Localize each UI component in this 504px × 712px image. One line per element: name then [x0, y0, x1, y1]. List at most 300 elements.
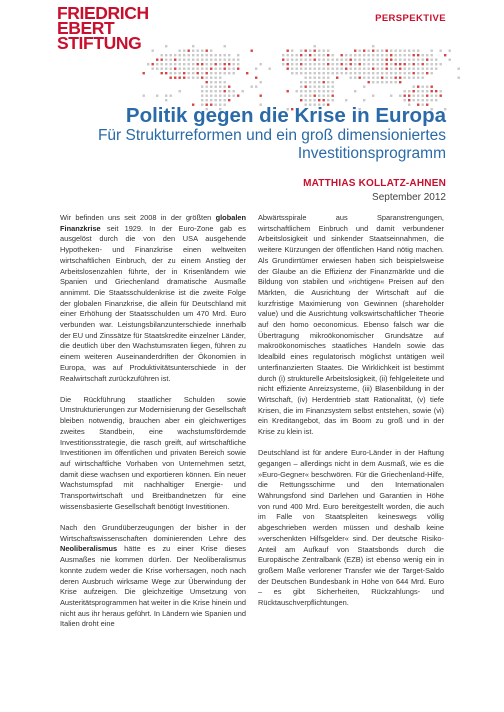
map-dot	[332, 90, 334, 92]
map-dot	[210, 90, 212, 92]
map-dot	[282, 54, 284, 56]
map-dot	[183, 50, 185, 52]
map-dot	[282, 63, 284, 65]
map-dot	[206, 95, 208, 97]
map-dot	[228, 63, 230, 65]
publication-date: September 2012	[372, 192, 446, 203]
map-dot	[363, 86, 365, 88]
map-dot	[359, 54, 361, 56]
map-dot	[458, 77, 460, 79]
map-dot	[219, 81, 221, 83]
map-dot	[336, 77, 338, 79]
map-dot	[332, 99, 334, 101]
map-dot	[345, 63, 347, 65]
map-dot	[363, 50, 365, 52]
map-dot	[350, 68, 352, 70]
map-dot	[165, 72, 167, 74]
map-dot	[377, 68, 379, 70]
map-dot	[395, 54, 397, 56]
map-dot	[345, 68, 347, 70]
map-dot	[417, 59, 419, 61]
map-dot	[363, 54, 365, 56]
map-dot	[228, 86, 230, 88]
map-dot	[350, 59, 352, 61]
map-dot	[192, 63, 194, 65]
map-dot	[291, 68, 293, 70]
map-dot	[183, 54, 185, 56]
map-dot	[426, 99, 428, 101]
map-dot	[296, 68, 298, 70]
map-dot	[368, 50, 370, 52]
map-dot	[224, 63, 226, 65]
map-dot	[422, 90, 424, 92]
map-dot	[323, 81, 325, 83]
map-dot	[179, 50, 181, 52]
dotted-world-map-icon	[135, 42, 465, 112]
map-dot	[174, 59, 176, 61]
map-dot	[390, 72, 392, 74]
map-dot	[395, 63, 397, 65]
map-dot	[417, 63, 419, 65]
map-dot	[282, 59, 284, 61]
map-dot	[404, 90, 406, 92]
map-dot	[417, 54, 419, 56]
map-dot	[413, 50, 415, 52]
map-dot	[435, 99, 437, 101]
map-dot	[426, 72, 428, 74]
map-dot	[300, 99, 302, 101]
map-dot	[233, 90, 235, 92]
map-dot	[318, 90, 320, 92]
page-subtitle: Für Strukturreformen und ein groß dimensioniertes Investitionsprogramm	[97, 127, 446, 162]
map-dot	[327, 63, 329, 65]
map-dot	[318, 81, 320, 83]
map-dot	[345, 54, 347, 56]
map-dot	[210, 63, 212, 65]
map-dot	[224, 45, 226, 47]
map-dot	[192, 50, 194, 52]
map-dot	[224, 59, 226, 61]
map-dot	[327, 99, 329, 101]
map-dot	[359, 63, 361, 65]
map-dot	[341, 63, 343, 65]
map-dot	[314, 86, 316, 88]
map-dot	[296, 59, 298, 61]
map-dot	[305, 68, 307, 70]
map-dot	[368, 63, 370, 65]
map-dot	[165, 54, 167, 56]
map-dot	[201, 54, 203, 56]
map-dot	[197, 54, 199, 56]
map-dot	[224, 54, 226, 56]
map-dot	[318, 59, 320, 61]
map-dot	[431, 50, 433, 52]
map-dot	[233, 63, 235, 65]
map-dot	[395, 72, 397, 74]
map-dot	[287, 59, 289, 61]
map-dot	[404, 95, 406, 97]
map-dot	[422, 77, 424, 79]
map-dot	[305, 54, 307, 56]
map-dot	[165, 95, 167, 97]
map-dot	[237, 68, 239, 70]
map-dot	[413, 77, 415, 79]
map-dot	[165, 59, 167, 61]
map-dot	[228, 95, 230, 97]
map-dot	[188, 72, 190, 74]
map-dot	[413, 90, 415, 92]
map-dot	[309, 77, 311, 79]
map-dot	[215, 68, 217, 70]
map-dot	[426, 90, 428, 92]
map-dot	[350, 54, 352, 56]
map-dot	[152, 50, 154, 52]
map-dot	[327, 77, 329, 79]
map-dot	[215, 54, 217, 56]
map-dot	[345, 59, 347, 61]
map-dot	[381, 77, 383, 79]
map-dot	[296, 63, 298, 65]
map-dot	[237, 95, 239, 97]
map-dot	[377, 77, 379, 79]
map-dot	[323, 72, 325, 74]
map-dot	[224, 90, 226, 92]
map-dot	[417, 68, 419, 70]
map-dot	[309, 99, 311, 101]
map-dot	[219, 90, 221, 92]
map-dot	[417, 72, 419, 74]
map-dot	[260, 95, 262, 97]
map-dot	[404, 59, 406, 61]
map-dot	[404, 50, 406, 52]
map-dot	[219, 86, 221, 88]
map-dot	[431, 59, 433, 61]
map-dot	[395, 77, 397, 79]
map-dot	[179, 72, 181, 74]
map-dot	[206, 81, 208, 83]
map-dot	[377, 72, 379, 74]
map-dot	[336, 68, 338, 70]
map-dot	[323, 68, 325, 70]
map-dot	[242, 90, 244, 92]
map-dot	[174, 54, 176, 56]
map-dot	[408, 77, 410, 79]
map-dot	[399, 77, 401, 79]
map-dot	[395, 68, 397, 70]
map-dot	[215, 86, 217, 88]
map-dot	[179, 90, 181, 92]
map-dot	[188, 54, 190, 56]
logo-line-3: STIFTUNG	[57, 33, 142, 53]
paragraph: Die Rückführung staatlicher Schulden sowie Umstrukturierungen zur Modernisierung der Gesellschaft bleiben notwendig, brauchen aber ein gleichwertiges zweites Standbein, eine wachstumsfördernde Investitionsstrategie, die rasch greift, auf wirtschaftliche Investitionen im öffentlichen und privaten Bereich sowie auf wirtschaftliche Vorhaben von Unternehmen setzt, damit diese wachsen und exportieren können. Ein neuer Wachstumspfad mit nachhaltiger Energie- und Transportwirtschaft und Breitbandnetzen für eine wissensbasierte Gesellschaft benötigt Investitionen.	[60, 394, 246, 511]
map-dot	[224, 68, 226, 70]
map-dot	[197, 50, 199, 52]
paragraph: Deutschland ist für andere Euro-Länder in der Haftung gegangen – allerdings nicht in dem Ausmaß, wie es die »Euro-Gegner« beschwören. Für die Griechenland-Hilfe, die Rettungsschirme und den Internationalen Währungsfond sind Darlehen und Garantien in Höhe von rund 400 Mrd. Euro bereitgestellt worden, die auch im Falle von Staatspleiten keineswegs völlig abgeschrieben werden müssen und deshalb keine »verschenkten Hilfsgelder« sind. Der deutsche Risiko-Anteil am Aufkauf von Staatsbonds durch die Europäische Zentralbank (EZB) ist ebenso wenig ein in großem Maße verlorener Transfer wie der Target-Saldo der Deutschen Bundesbank in Höhe von 644 Mrd. Euro – es gibt Sicherheiten, Rückzahlungs- und Rücktauschverpflichtungen.	[258, 448, 444, 608]
map-dot	[233, 95, 235, 97]
map-dot	[206, 72, 208, 74]
map-dot	[399, 50, 401, 52]
map-dot	[354, 77, 356, 79]
map-dot	[287, 90, 289, 92]
map-dot	[417, 86, 419, 88]
map-dot	[224, 81, 226, 83]
map-dot	[404, 72, 406, 74]
map-dot	[210, 50, 212, 52]
map-dot	[219, 59, 221, 61]
map-dot	[305, 77, 307, 79]
map-dot	[431, 86, 433, 88]
map-dot	[197, 72, 199, 74]
map-dot	[318, 99, 320, 101]
map-dot	[179, 54, 181, 56]
map-dot	[152, 63, 154, 65]
map-dot	[381, 54, 383, 56]
map-dot	[354, 54, 356, 56]
map-dot	[359, 77, 361, 79]
paragraph: Nach den Grundüberzeugungen der bisher in der Wirtschaftswissenschaften dominierenden Lehre des Neoliberalismus hätte es zu einer Krise dieses Ausmaßes nie kommen dürfen. Der Neoliberalismus konnte zudem weder die Krise vorhersagen, noch nach deren Ausbruch wirksame Wege zur Überwindung der Krise aufzeigen. Die gleichzeitige Umsetzung von Austeritätsprogrammen hat weiter in die Krise hinein und nicht aus ihr heraus geführt. In Ländern wie Spanien und Italien droht eine	[60, 522, 246, 629]
map-dot	[287, 54, 289, 56]
map-dot	[170, 95, 172, 97]
map-dot	[332, 68, 334, 70]
map-dot	[143, 95, 145, 97]
map-dot	[323, 86, 325, 88]
map-dot	[431, 95, 433, 97]
map-dot	[431, 63, 433, 65]
map-dot	[210, 81, 212, 83]
map-dot	[305, 63, 307, 65]
map-dot	[210, 95, 212, 97]
map-dot	[305, 95, 307, 97]
map-dot	[179, 68, 181, 70]
map-dot	[309, 90, 311, 92]
map-dot	[300, 86, 302, 88]
map-dot	[179, 63, 181, 65]
map-dot	[341, 54, 343, 56]
map-dot	[255, 68, 257, 70]
map-dot	[363, 59, 365, 61]
map-dot	[332, 72, 334, 74]
map-dot	[300, 50, 302, 52]
map-dot	[219, 68, 221, 70]
map-dot	[219, 99, 221, 101]
map-dot	[174, 68, 176, 70]
map-dot	[435, 95, 437, 97]
map-dot	[368, 68, 370, 70]
map-dot	[215, 90, 217, 92]
map-dot	[197, 68, 199, 70]
map-dot	[327, 72, 329, 74]
map-dot	[404, 99, 406, 101]
map-dot	[309, 54, 311, 56]
map-dot	[188, 59, 190, 61]
map-dot	[318, 86, 320, 88]
map-dot	[386, 54, 388, 56]
map-dot	[323, 54, 325, 56]
map-dot	[296, 54, 298, 56]
map-dot	[143, 72, 145, 74]
map-dot	[269, 68, 271, 70]
map-dot	[413, 99, 415, 101]
map-dot	[201, 72, 203, 74]
map-dot	[233, 59, 235, 61]
map-dot	[381, 81, 383, 83]
map-dot	[165, 63, 167, 65]
map-dot	[300, 90, 302, 92]
text-column-left	[60, 213, 246, 641]
series-label: PERSPEKTIVE	[375, 13, 446, 24]
map-dot	[165, 68, 167, 70]
map-dot	[350, 77, 352, 79]
map-dot	[377, 50, 379, 52]
map-dot	[183, 77, 185, 79]
map-dot	[323, 90, 325, 92]
map-dot	[309, 59, 311, 61]
map-dot	[372, 68, 374, 70]
map-dot	[431, 99, 433, 101]
map-dot	[327, 59, 329, 61]
map-dot	[255, 77, 257, 79]
logo-line-1: FRIEDRICH	[57, 3, 149, 23]
map-dot	[404, 54, 406, 56]
map-dot	[161, 54, 163, 56]
map-dot	[210, 77, 212, 79]
map-dot	[345, 72, 347, 74]
map-dot	[219, 77, 221, 79]
map-dot	[291, 54, 293, 56]
map-dot	[399, 95, 401, 97]
map-dot	[219, 63, 221, 65]
map-dot	[404, 77, 406, 79]
map-dot	[228, 54, 230, 56]
map-dot	[395, 50, 397, 52]
map-dot	[381, 50, 383, 52]
map-dot	[201, 50, 203, 52]
map-dot	[359, 50, 361, 52]
map-dot	[381, 72, 383, 74]
map-dot	[390, 81, 392, 83]
map-dot	[417, 99, 419, 101]
map-dot	[372, 77, 374, 79]
map-dot	[440, 90, 442, 92]
map-dot	[314, 45, 316, 47]
map-dot	[386, 81, 388, 83]
map-dot	[287, 50, 289, 52]
map-dot	[309, 86, 311, 88]
map-dot	[192, 72, 194, 74]
map-dot	[206, 77, 208, 79]
map-dot	[336, 59, 338, 61]
map-dot	[296, 90, 298, 92]
map-dot	[323, 95, 325, 97]
map-dot	[332, 81, 334, 83]
map-dot	[413, 63, 415, 65]
map-dot	[233, 68, 235, 70]
author-name: MATTHIAS KOLLATZ-AHNEN	[303, 178, 446, 189]
map-dot	[422, 68, 424, 70]
map-dot	[395, 81, 397, 83]
map-dot	[408, 95, 410, 97]
map-dot	[350, 63, 352, 65]
map-dot	[341, 59, 343, 61]
map-dot	[386, 77, 388, 79]
map-dot	[174, 63, 176, 65]
map-dot	[431, 90, 433, 92]
map-dot	[170, 54, 172, 56]
map-dot	[183, 59, 185, 61]
map-dot	[305, 81, 307, 83]
map-dot	[309, 81, 311, 83]
map-dot	[291, 59, 293, 61]
map-dot	[300, 95, 302, 97]
map-dot	[201, 90, 203, 92]
map-dot	[183, 68, 185, 70]
map-dot	[152, 68, 154, 70]
map-dot	[359, 59, 361, 61]
map-dot	[179, 77, 181, 79]
map-dot	[381, 59, 383, 61]
map-dot	[188, 68, 190, 70]
map-dot	[314, 54, 316, 56]
map-dot	[327, 68, 329, 70]
map-dot	[156, 63, 158, 65]
map-dot	[224, 95, 226, 97]
map-dot	[228, 90, 230, 92]
map-dot	[206, 59, 208, 61]
map-dot	[368, 77, 370, 79]
map-dot	[206, 90, 208, 92]
map-dot	[323, 63, 325, 65]
map-dot	[386, 59, 388, 61]
map-dot	[372, 63, 374, 65]
map-dot	[206, 63, 208, 65]
map-dot	[300, 59, 302, 61]
map-dot	[435, 68, 437, 70]
map-dot	[399, 81, 401, 83]
map-dot	[417, 95, 419, 97]
map-dot	[206, 99, 208, 101]
map-dot	[426, 63, 428, 65]
map-dot	[197, 63, 199, 65]
map-dot	[408, 72, 410, 74]
map-dot	[156, 68, 158, 70]
map-dot	[161, 68, 163, 70]
map-dot	[386, 68, 388, 70]
map-dot	[440, 63, 442, 65]
map-dot	[192, 45, 194, 47]
map-dot	[345, 99, 347, 101]
map-dot	[332, 59, 334, 61]
paragraph: Wir befinden uns seit 2008 in der größten globalen Finanzkrise seit 1929. In der Euro-Zone gab es ausgelöst durch die von den USA ausgehende Hypotheken- und Finanzkrise einen weltweiten wirtschaftlichen Einbruch, der zu einem Anstieg der Arbeitslosenzahlen führte, der in Krisenländern wie Spanien und Griechenland dramatische Ausmaße annimmt. Die Staatsschuldenkrise ist die zweite Folge der globalen Finanzkrise, die allein für Deutschland mit einer Erhöhung der Staatsschulden um 470 Mrd. Euro verbunden war. Leistungsbilanzunterschiede innerhalb der EU und Zinssätze für Staatskredite einzelner Länder, die deutlich über den Wachstumsraten liegen, führen zu einem weiteren Auseinanderdriften der Ökonomien in Europa, was auf Produktivitätsunterschiede in der Realwirtschaft zurückzuführen ist.	[60, 213, 246, 383]
map-dot	[170, 68, 172, 70]
map-dot	[165, 99, 167, 101]
map-dot	[309, 68, 311, 70]
page-title: Politik gegen die Krise in Europa	[125, 104, 446, 127]
map-dot	[318, 50, 320, 52]
map-dot	[363, 77, 365, 79]
map-dot	[314, 81, 316, 83]
map-dot	[435, 90, 437, 92]
map-dot	[372, 54, 374, 56]
map-dot	[404, 68, 406, 70]
map-dot	[372, 95, 374, 97]
map-dot	[341, 72, 343, 74]
map-dot	[305, 50, 307, 52]
map-dot	[219, 72, 221, 74]
map-dot	[188, 63, 190, 65]
map-dot	[314, 95, 316, 97]
map-dot	[215, 95, 217, 97]
map-dot	[246, 72, 248, 74]
